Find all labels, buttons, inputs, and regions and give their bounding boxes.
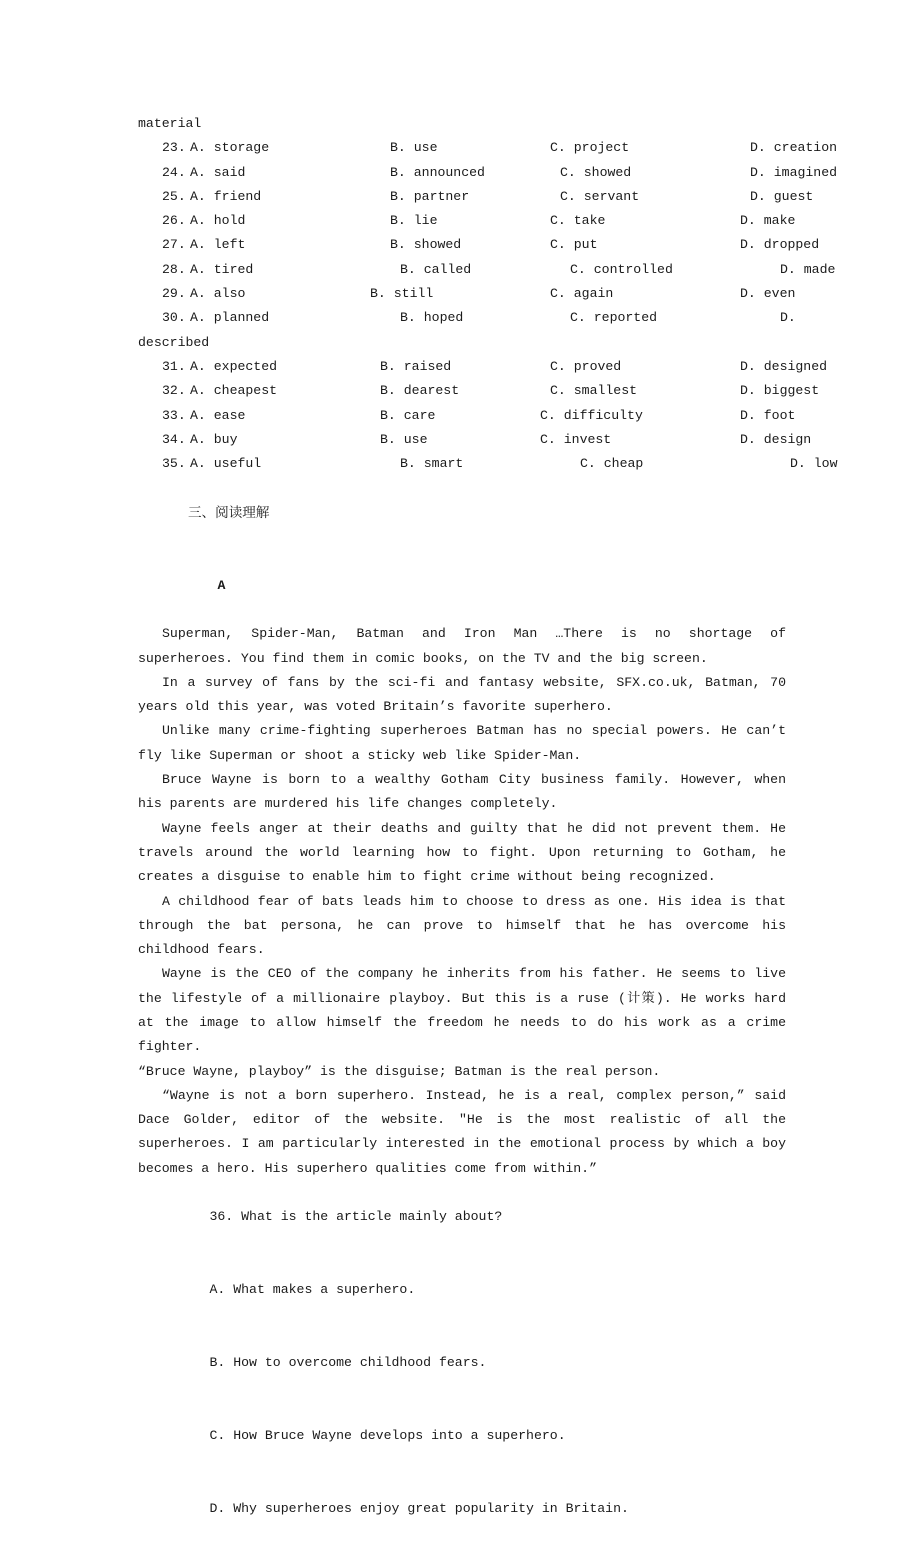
cloze-question-row bbox=[138, 233, 820, 257]
passage-letter-text: A bbox=[217, 577, 226, 593]
cloze-option-d[interactable]: D. made bbox=[780, 261, 836, 277]
cloze-option-a[interactable]: A. expected bbox=[190, 358, 278, 374]
continued-word: material bbox=[138, 116, 202, 131]
cloze-option-b[interactable]: B. still bbox=[370, 286, 434, 302]
passage-paragraph-5: Wayne feels anger at their deaths and guilty that he did not prevent them. He travels around the world learning how to fight. Upon returning to Gotham, he creates a disguise to enable him to fight crime without being recognized. bbox=[138, 820, 786, 885]
cloze-option-c[interactable]: C. reported bbox=[570, 310, 658, 326]
question-36-option-c[interactable] bbox=[138, 1400, 786, 1473]
cloze-option-a[interactable]: A. buy bbox=[190, 431, 238, 447]
cloze-question-row bbox=[138, 161, 838, 185]
cloze-option-a[interactable]: A. left bbox=[190, 237, 246, 253]
question-36-option-c-text: C. How Bruce Wayne develops into a superhero. bbox=[209, 1428, 566, 1444]
cloze-question-number: 24. bbox=[162, 164, 186, 180]
cloze-option-d[interactable]: D. low bbox=[790, 456, 838, 472]
cloze-option-b[interactable]: B. called bbox=[400, 261, 472, 277]
cloze-option-d[interactable]: D. imagined bbox=[750, 164, 838, 180]
cloze-option-b[interactable]: B. dearest bbox=[380, 383, 460, 399]
cloze-option-a[interactable]: A. cheapest bbox=[190, 383, 278, 399]
cloze-option-b[interactable]: B. partner bbox=[390, 188, 470, 204]
document-body bbox=[138, 112, 838, 1546]
cloze-option-d[interactable]: D. creation bbox=[750, 140, 838, 156]
cloze-question-row bbox=[138, 379, 820, 403]
question-36-option-b[interactable] bbox=[138, 1327, 786, 1400]
cloze-option-c[interactable]: C. proved bbox=[550, 358, 622, 374]
passage-quote-line: “Bruce Wayne, playboy” is the disguise; Batman is the real person. bbox=[138, 1063, 661, 1079]
cloze-option-a[interactable]: A. storage bbox=[190, 140, 270, 156]
cloze-option-c[interactable]: C. take bbox=[550, 213, 606, 229]
cloze-question-number: 27. bbox=[162, 237, 186, 253]
cloze-option-d[interactable]: D. designed bbox=[740, 358, 828, 374]
question-36-option-b-text: B. How to overcome childhood fears. bbox=[209, 1355, 487, 1371]
cloze-question-number: 31. bbox=[162, 358, 186, 374]
cloze-option-b[interactable]: B. showed bbox=[390, 237, 462, 253]
cloze-question-number: 30. bbox=[162, 310, 186, 326]
cloze-question-list bbox=[138, 136, 838, 476]
passage-paragraph-7: Wayne is the CEO of the company he inherits from his father. He seems to live the lifestyle of a millionaire playboy. But this is a ruse (计策). He works hard at the image to allow himself the freedom he needs to do his work as a crime fighter. bbox=[138, 966, 786, 1055]
cloze-question-row bbox=[138, 185, 814, 209]
cloze-option-c[interactable]: C. project bbox=[550, 140, 630, 156]
passage-paragraph-1: Superman, Spider-Man, Batman and Iron Man …There is no shortage of superheroes. You find them in comic books, on the TV and the big screen. bbox=[138, 626, 786, 666]
cloze-question-row bbox=[138, 258, 836, 282]
cloze-question-row bbox=[138, 136, 838, 160]
cloze-option-c[interactable]: C. put bbox=[550, 237, 598, 253]
cloze-question-number: 28. bbox=[162, 261, 186, 277]
passage-paragraph-6: A childhood fear of bats leads him to choose to dress as one. His idea is that through the bat persona, he can prove to himself that he has overcome his childhood fears. bbox=[138, 893, 786, 958]
cloze-option-b[interactable]: B. lie bbox=[390, 213, 438, 229]
cloze-option-c[interactable]: C. smallest bbox=[550, 383, 638, 399]
cloze-question-number: 25. bbox=[162, 188, 186, 204]
cloze-option-c[interactable]: C. cheap bbox=[580, 456, 644, 472]
cloze-option-d[interactable]: D. even bbox=[740, 286, 796, 302]
cloze-option-c[interactable]: C. servant bbox=[560, 188, 640, 204]
cloze-option-c[interactable]: C. difficulty bbox=[540, 407, 643, 423]
passage-paragraph-3: Unlike many crime-fighting superheroes Batman has no special powers. He can’t fly like Superman or shoot a sticky web like Spider-Man. bbox=[138, 723, 786, 763]
cloze-option-b[interactable]: B. raised bbox=[380, 358, 452, 374]
cloze-option-b[interactable]: B. hoped bbox=[400, 310, 464, 326]
question-36-stem bbox=[138, 1181, 786, 1254]
cloze-option-overflow: described bbox=[138, 334, 210, 350]
question-36-option-a-text: A. What makes a superhero. bbox=[209, 1282, 416, 1298]
passage-final-paragraph: “Wayne is not a born superhero. Instead, he is a real, complex person,” said Dace Golder, editor of the website. "He is the most realistic of all the superheroes. I am particularly interested in the emotional process by which a boy becomes a hero. His superhero qualities come from within.” bbox=[138, 1087, 786, 1176]
cloze-option-b[interactable]: B. care bbox=[380, 407, 436, 423]
cloze-question-row bbox=[138, 452, 838, 476]
cloze-question-row bbox=[138, 355, 828, 379]
cloze-option-c[interactable]: C. invest bbox=[540, 431, 612, 447]
passage-paragraph-4: Bruce Wayne is born to a wealthy Gotham City business family. However, when his parents are murdered his life changes completely. bbox=[138, 772, 786, 812]
cloze-question-number: 29. bbox=[162, 286, 186, 302]
cloze-question-row bbox=[138, 428, 812, 452]
cloze-option-a[interactable]: A. friend bbox=[190, 188, 262, 204]
cloze-question-row bbox=[138, 306, 796, 330]
section-heading bbox=[138, 476, 786, 549]
cloze-option-c[interactable]: C. again bbox=[550, 286, 614, 302]
cloze-option-d[interactable]: D. make bbox=[740, 213, 796, 229]
section-heading-text: 三、阅读理解 bbox=[187, 504, 270, 521]
cloze-question-number: 35. bbox=[162, 456, 186, 472]
cloze-option-a[interactable]: A. tired bbox=[190, 261, 254, 277]
cloze-question-row bbox=[138, 404, 796, 428]
cloze-question-number: 34. bbox=[162, 431, 186, 447]
cloze-option-a[interactable]: A. said bbox=[190, 164, 246, 180]
cloze-question-row bbox=[138, 209, 796, 233]
cloze-question-number: 23. bbox=[162, 140, 186, 156]
cloze-option-d[interactable]: D. bbox=[780, 310, 796, 326]
question-36-option-a[interactable] bbox=[138, 1254, 786, 1327]
cloze-question-row bbox=[138, 282, 796, 306]
cloze-option-a[interactable]: A. planned bbox=[190, 310, 270, 326]
cloze-option-a[interactable]: A. ease bbox=[190, 407, 246, 423]
cloze-option-c[interactable]: C. showed bbox=[560, 164, 632, 180]
cloze-option-b[interactable]: B. use bbox=[390, 140, 438, 156]
question-36-stem-text: 36. What is the article mainly about? bbox=[209, 1209, 503, 1225]
cloze-option-a[interactable]: A. also bbox=[190, 286, 246, 302]
cloze-option-b[interactable]: B. smart bbox=[400, 456, 464, 472]
cloze-question-number: 33. bbox=[162, 407, 186, 423]
cloze-option-d[interactable]: D. foot bbox=[740, 407, 796, 423]
cloze-option-b[interactable]: B. use bbox=[380, 431, 428, 447]
cloze-option-d[interactable]: D. biggest bbox=[740, 383, 820, 399]
cloze-option-b[interactable]: B. announced bbox=[390, 164, 485, 180]
passage-letter bbox=[138, 549, 786, 622]
cloze-option-a[interactable]: A. hold bbox=[190, 213, 246, 229]
cloze-option-a[interactable]: A. useful bbox=[190, 456, 262, 472]
passage-paragraph-2: In a survey of fans by the sci-fi and fantasy website, SFX.co.uk, Batman, 70 years old this year, was voted Britain’s favorite superhero. bbox=[138, 674, 786, 715]
cloze-question-number: 26. bbox=[162, 213, 186, 229]
cloze-option-c[interactable]: C. controlled bbox=[570, 261, 673, 277]
question-36-option-d-text: D. Why superheroes enjoy great popularity in Britain. bbox=[209, 1500, 629, 1516]
cloze-question-number: 32. bbox=[162, 383, 186, 399]
cloze-option-d[interactable]: D. dropped bbox=[740, 237, 820, 253]
cloze-option-d[interactable]: D. guest bbox=[750, 188, 814, 204]
cloze-option-d[interactable]: D. design bbox=[740, 431, 812, 447]
question-36-option-d[interactable] bbox=[138, 1473, 786, 1546]
